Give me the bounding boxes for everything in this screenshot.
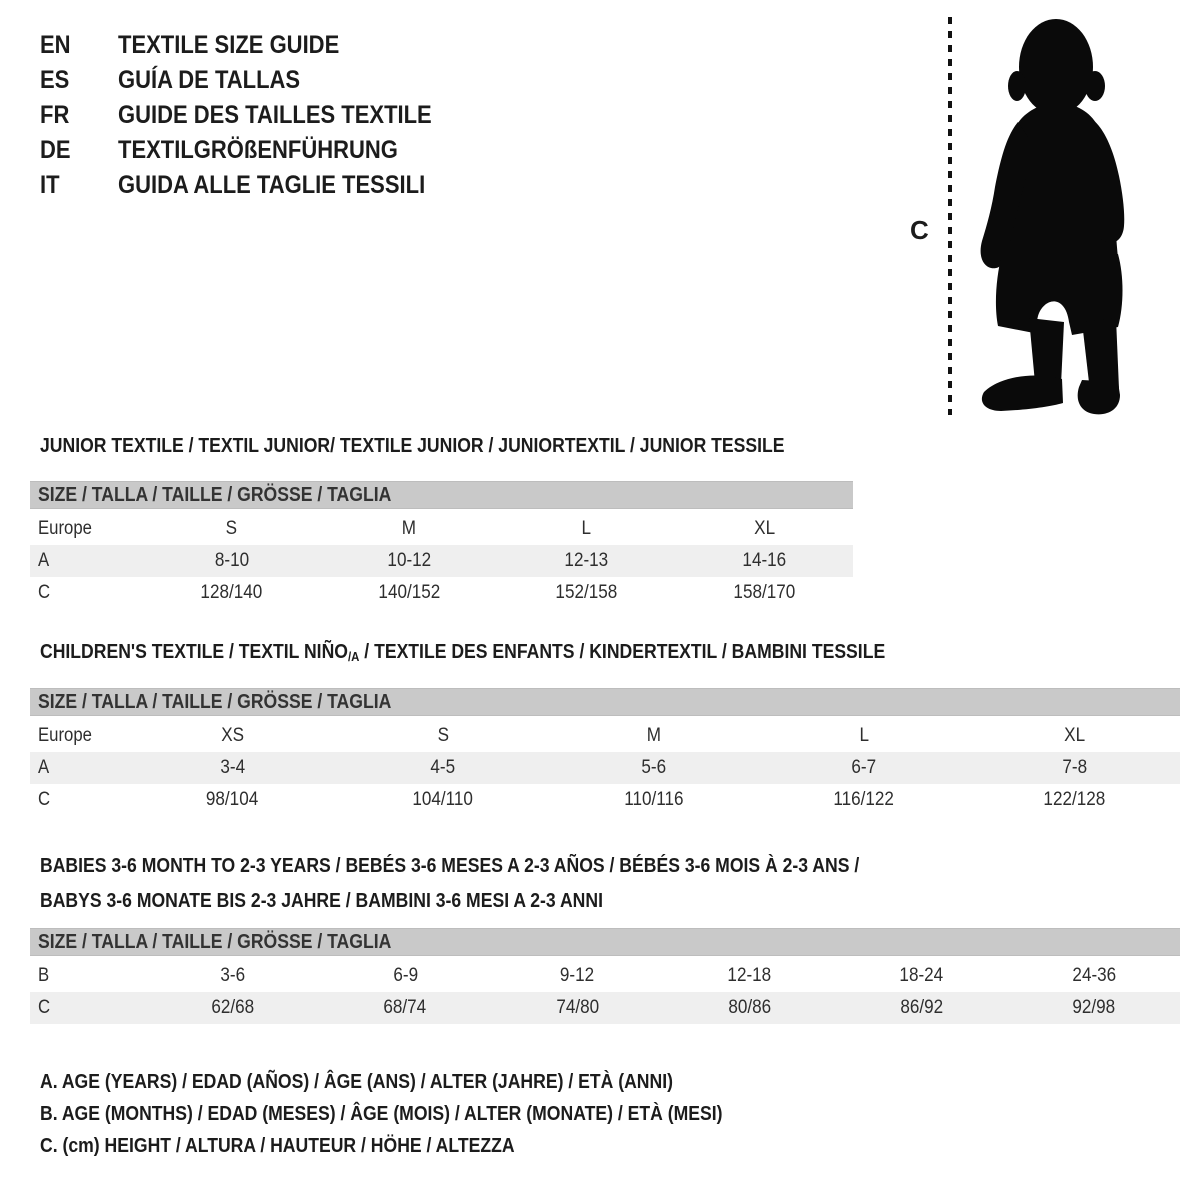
guide-title: GUÍA DE TALLAS — [118, 66, 301, 94]
language-row — [40, 133, 475, 168]
row-label: A — [38, 550, 50, 571]
babies-section-title — [40, 849, 971, 919]
language-row — [40, 98, 475, 133]
height-cell: 98/104 — [206, 789, 259, 810]
size-cell: XS — [220, 725, 244, 746]
height-cell: 122/128 — [1043, 789, 1106, 810]
size-cell: XL — [1064, 725, 1086, 746]
language-row — [40, 168, 475, 203]
height-measure-label: C — [910, 215, 929, 245]
height-cell: 158/170 — [733, 582, 796, 603]
title-text: CHILDREN'S TEXTILE / TEXTIL NIÑO — [40, 641, 348, 663]
size-cell: M — [402, 518, 417, 539]
title-subscript: /A — [347, 649, 360, 664]
row-label: B — [38, 965, 50, 986]
language-code: EN — [40, 31, 71, 59]
junior-section-title: JUNIOR TEXTILE / TEXTIL JUNIOR/ TEXTILE JUNIOR / JUNIORTEXTIL / JUNIOR TESSILE — [40, 435, 785, 457]
height-cell: 62/68 — [211, 997, 255, 1018]
height-cell: 68/74 — [383, 997, 427, 1018]
row-label: Europe — [38, 518, 92, 539]
months-cell: 18-24 — [899, 965, 944, 986]
babies-size-table — [30, 928, 1180, 1024]
row-label: C — [38, 997, 51, 1018]
language-code: ES — [40, 66, 70, 94]
age-cell: 8-10 — [214, 550, 249, 571]
guide-title: TEXTILGRÖßENFÜHRUNG — [118, 136, 398, 164]
height-cell: 110/116 — [623, 789, 684, 810]
size-cell: XL — [753, 518, 775, 539]
language-code: IT — [40, 171, 60, 199]
height-cell: 86/92 — [900, 997, 944, 1018]
height-cell: 140/152 — [378, 582, 441, 603]
age-cell: 7-8 — [1062, 757, 1088, 778]
guide-title: GUIDA ALLE TAGLIE TESSILI — [118, 171, 426, 199]
table-row-height — [30, 577, 853, 609]
height-cell: 80/86 — [728, 997, 771, 1018]
language-row — [40, 63, 475, 98]
junior-size-table — [30, 481, 853, 609]
age-cell: 4-5 — [430, 757, 456, 778]
table-row-europe — [30, 720, 1180, 752]
row-label: Europe — [38, 725, 92, 746]
measure-legend — [40, 1066, 816, 1162]
table-row-height — [30, 784, 1180, 816]
size-header-label: SIZE / TALLA / TAILLE / GRÖSSE / TAGLIA — [38, 930, 392, 953]
months-cell: 9-12 — [560, 965, 595, 986]
height-cell: 116/122 — [833, 789, 895, 810]
title-line-2: BABYS 3-6 MONATE BIS 2-3 JAHRE / BAMBINI 3-6 MESI A 2-3 ANNI — [40, 890, 603, 912]
toddler-silhouette-icon — [975, 15, 1140, 415]
title-line-1: BABIES 3-6 MONTH TO 2-3 YEARS / BEBÉS 3-6 MESES A 2-3 AÑOS / BÉBÉS 3-6 MOIS À 2-3 ANS / — [40, 855, 860, 877]
height-dashed-line — [948, 17, 952, 415]
row-label: A — [38, 757, 50, 778]
age-cell: 14-16 — [742, 550, 787, 571]
size-header-label: SIZE / TALLA / TAILLE / GRÖSSE / TAGLIA — [38, 483, 392, 506]
children-size-table — [30, 688, 1180, 816]
language-code: DE — [40, 136, 71, 164]
children-section-title — [40, 640, 1000, 669]
language-code: FR — [40, 101, 70, 129]
height-cell: 74/80 — [556, 997, 599, 1018]
size-cell: S — [437, 725, 449, 746]
title-text: / TEXTILE DES ENFANTS / KINDERTEXTIL / BAMBINI TESSILE — [359, 641, 886, 663]
height-cell: 128/140 — [200, 582, 263, 603]
size-cell: L — [859, 725, 869, 746]
table-size-header — [30, 688, 1180, 716]
size-cell: L — [581, 518, 592, 539]
table-row-age — [30, 545, 853, 577]
table-row-height — [30, 992, 1180, 1024]
table-size-header — [30, 481, 853, 509]
guide-title: TEXTILE SIZE GUIDE — [118, 31, 340, 59]
guide-title: GUIDE DES TAILLES TEXTILE — [118, 101, 432, 129]
months-cell: 3-6 — [220, 965, 246, 986]
row-label: C — [38, 789, 51, 810]
legend-line-c: C. (cm) HEIGHT / ALTURA / HAUTEUR / HÖHE / ALTEZZA — [40, 1135, 515, 1157]
height-cell: 104/110 — [412, 789, 474, 810]
size-header-label: SIZE / TALLA / TAILLE / GRÖSSE / TAGLIA — [38, 690, 392, 713]
months-cell: 12-18 — [727, 965, 772, 986]
height-cell: 92/98 — [1072, 997, 1116, 1018]
language-row — [40, 28, 475, 63]
height-measure-figure — [900, 15, 1190, 421]
age-cell: 3-4 — [219, 757, 245, 778]
table-row-europe — [30, 513, 853, 545]
months-cell: 6-9 — [392, 965, 418, 986]
size-cell: M — [646, 725, 661, 746]
age-cell: 12-13 — [564, 550, 609, 571]
age-cell: 5-6 — [641, 757, 666, 778]
language-title-list — [40, 28, 475, 203]
months-cell: 24-36 — [1072, 965, 1116, 986]
age-cell: 10-12 — [387, 550, 432, 571]
legend-line-b: B. AGE (MONTHS) / EDAD (MESES) / ÂGE (MOIS) / ALTER (MONATE) / ETÀ (MESI) — [40, 1103, 723, 1125]
age-cell: 6-7 — [851, 757, 877, 778]
table-size-header — [30, 928, 1180, 956]
table-row-months — [30, 960, 1180, 992]
legend-line-a: A. AGE (YEARS) / EDAD (AÑOS) / ÂGE (ANS) / ALTER (JAHRE) / ETÀ (ANNI) — [40, 1071, 673, 1093]
row-label: C — [38, 582, 51, 603]
table-row-age — [30, 752, 1180, 784]
height-cell: 152/158 — [555, 582, 618, 603]
size-cell: S — [226, 518, 238, 539]
